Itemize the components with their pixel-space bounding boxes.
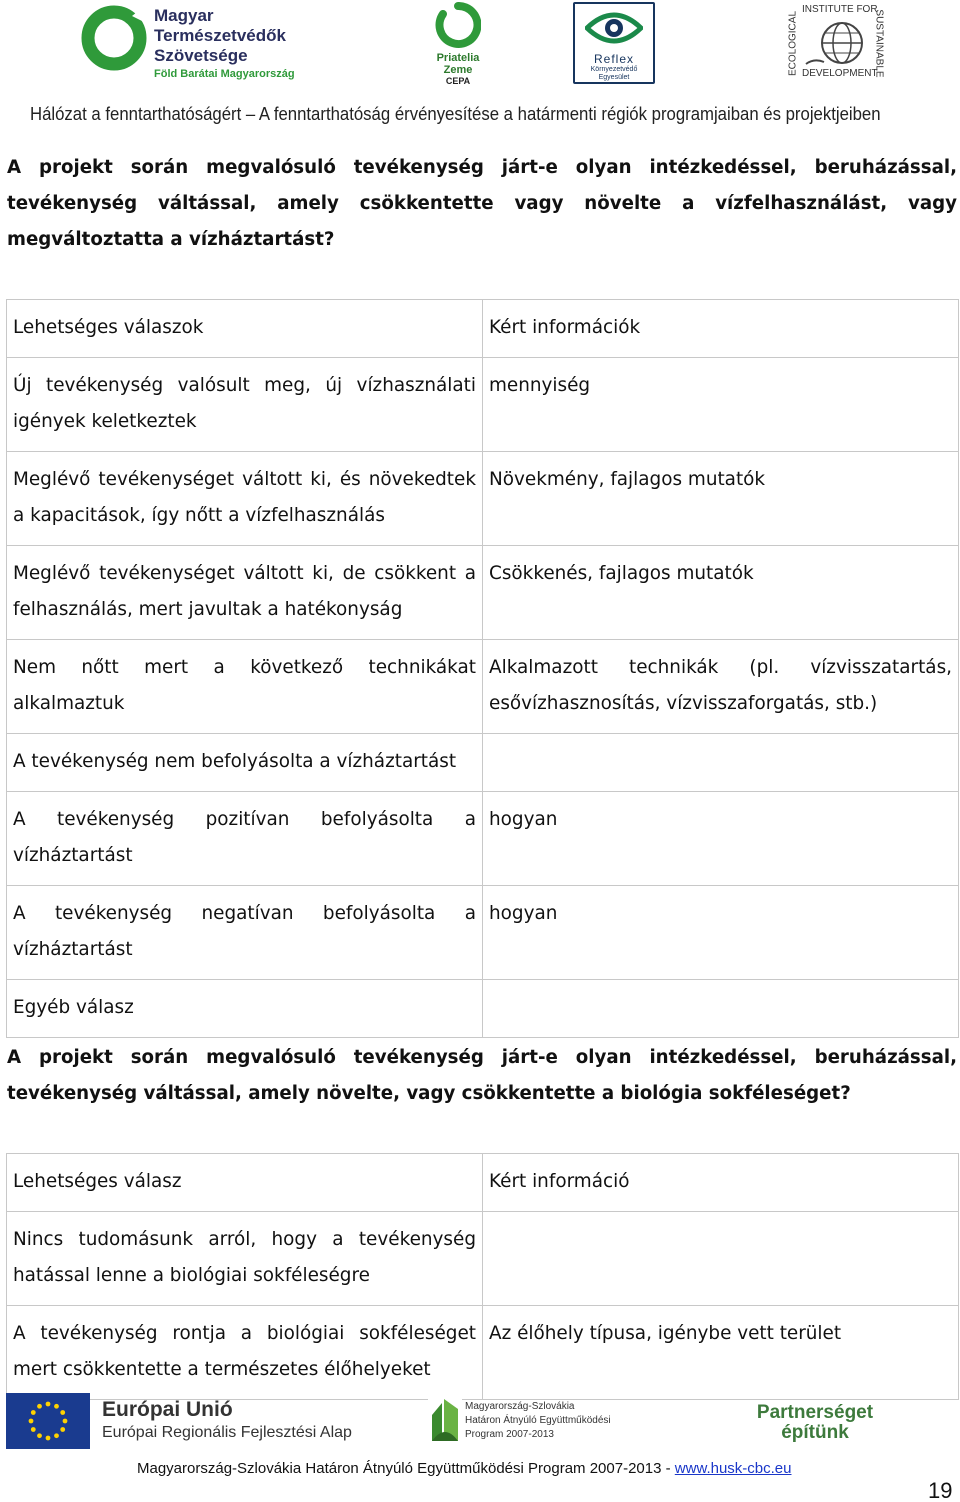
mtvsz-name-line: Magyar (154, 6, 214, 25)
table-row (7, 546, 959, 640)
green-swirl-logo-icon (435, 2, 481, 48)
green-ring-logo-icon (80, 4, 148, 72)
biodiversity-answers-table (6, 1153, 959, 1400)
mtvsz-tagline: Föld Barátai Magyarország (154, 68, 295, 80)
eu-star-icon (29, 1419, 34, 1424)
info-cell: hogyan (483, 886, 959, 980)
partner-line: építünk (781, 1422, 849, 1443)
answer-cell: Új tevékenység valósult meg, új vízhasználati igények keletkeztek (7, 358, 483, 452)
globe-snail-logo-icon (804, 18, 866, 68)
eu-star-icon (60, 1410, 65, 1415)
info-cell: hogyan (483, 792, 959, 886)
husk-line: Magyarország-Szlovákia (465, 1401, 575, 1412)
eu-star-icon (63, 1419, 68, 1424)
eu-star-icon (37, 1404, 42, 1409)
info-cell (483, 1212, 959, 1306)
reflex-sub: Környezetvédő Egyesület (590, 66, 638, 81)
question-biodiversity: A projekt során megvalósuló tevékenység járt-e olyan intézkedéssel, beruházással, tevékenység váltással, amely növelte, vagy csökkentette a biológia sokféleséget? (7, 1047, 957, 1104)
table-row (7, 886, 959, 980)
info-cell: Csökkenés, fajlagos mutatók (483, 546, 959, 640)
table-header-row (7, 300, 959, 358)
footer-program-text: Magyarország-Szlovákia Határon Átnyúló Együttműködési Program 2007-2013 - (137, 1460, 675, 1477)
table-row (7, 640, 959, 734)
eu-star-icon (31, 1427, 36, 1432)
table-row (7, 734, 959, 792)
eu-subtitle: Európai Regionális Fejlesztési Alap (102, 1424, 352, 1441)
table-header-cell: Kért információ (483, 1154, 959, 1212)
answer-cell: A tevékenység rontja a biológiai sokféleséget mert csökkentette a természetes élőhelyeket (7, 1306, 483, 1400)
table-header-row (7, 1154, 959, 1212)
footer-program-line (137, 1460, 792, 1477)
reflex-logo (573, 2, 655, 84)
answer-cell: Meglévő tevékenységet váltott ki, és növekedtek a kapacitások, így nőtt a vízfelhasználás (7, 452, 483, 546)
eu-star-icon (54, 1433, 59, 1438)
husk-line: Határon Átnyúló Együttműködési (465, 1415, 611, 1426)
eu-star-icon (31, 1410, 36, 1415)
header-logos (0, 0, 960, 95)
info-cell (483, 734, 959, 792)
reflex-name: Reflex (593, 52, 634, 66)
table-row (7, 1212, 959, 1306)
table-row (7, 980, 959, 1038)
isd-bottom-text: DEVELOPMENT (802, 68, 878, 79)
info-cell: mennyiség (483, 358, 959, 452)
table-header-cell: Lehetséges válasz (7, 1154, 483, 1212)
answer-cell: A tevékenység negatívan befolyásolta a vízháztartást (7, 886, 483, 980)
isd-logo (786, 4, 886, 82)
priatelia-zeme-logo (428, 2, 488, 88)
husk-program-name (465, 1400, 611, 1442)
eu-star-icon (60, 1427, 65, 1432)
eu-star-icon (54, 1404, 59, 1409)
husk-line: Program 2007-2013 (465, 1429, 554, 1440)
answer-cell: A tevékenység pozitívan befolyásolta a vízháztartást (7, 792, 483, 886)
isd-right-text: SUSTAINABLE (873, 9, 885, 78)
table-header-cell: Lehetséges válaszok (7, 300, 483, 358)
pz-sub: CEPA (445, 76, 471, 86)
info-cell: Az élőhely típusa, igénybe vett terület (483, 1306, 959, 1400)
mtvsz-name-line: Szövetsége (154, 46, 248, 65)
answer-cell: Meglévő tevékenységet váltott ki, de csökkent a felhasználás, mert javultak a hatékonyság (7, 546, 483, 640)
husk-leaf-logo-icon (428, 1393, 462, 1445)
table-row (7, 452, 959, 546)
info-cell: Növekmény, fajlagos mutatók (483, 452, 959, 546)
eu-star-icon (46, 1436, 51, 1441)
mtvsz-name-line: Természetvédők (154, 26, 286, 45)
eu-flag-icon (6, 1393, 90, 1449)
info-cell: Alkalmazott technikák (pl. vízvisszatartás, esővízhasznosítás, vízvisszaforgatás, stb.) (483, 640, 959, 734)
eu-star-icon (37, 1433, 42, 1438)
answer-cell: Nem nőtt mert a következő technikákat alkalmaztuk (7, 640, 483, 734)
table-header-cell: Kért információk (483, 300, 959, 358)
page-number: 19 (928, 1478, 953, 1502)
pz-name-line: Zeme (443, 64, 473, 76)
mtvsz-name (154, 6, 286, 66)
partnership-slogan (750, 1403, 880, 1443)
answer-cell: A tevékenység nem befolyásolta a vízháztartást (7, 734, 483, 792)
mtvsz-logo (80, 4, 320, 84)
table-row (7, 792, 959, 886)
table-row (7, 1306, 959, 1400)
pz-name-line: Priatelia (436, 52, 480, 64)
eu-title: Európai Unió (102, 1398, 233, 1421)
answer-cell: Egyéb válasz (7, 980, 483, 1038)
water-answers-table (6, 299, 959, 1038)
isd-left-text: ECOLOGICAL (787, 10, 799, 77)
info-cell (483, 980, 959, 1038)
table-row (7, 358, 959, 452)
isd-top-text: INSTITUTE FOR (802, 4, 878, 15)
answer-cell: Nincs tudomásunk arról, hogy a tevékenység hatással lenne a biológiai sokféleségre (7, 1212, 483, 1306)
husk-website-link[interactable]: www.husk-cbc.eu (674, 1460, 792, 1477)
header-subtitle: Hálózat a fenntarthatóságért – A fenntarthatóság érvényesítése a határmenti régiók programjaiban és projektjeiben (30, 104, 881, 124)
eye-logo-icon (585, 8, 643, 48)
question-water-use: A projekt során megvalósuló tevékenység járt-e olyan intézkedéssel, beruházással, tevékenység váltással, amely csökkentette vagy növelte a vízfelhasználást, vagy megváltoztatta a vízháztartást? (7, 157, 957, 250)
partner-line: Partnerséget (756, 1402, 874, 1423)
eu-star-icon (46, 1402, 51, 1407)
